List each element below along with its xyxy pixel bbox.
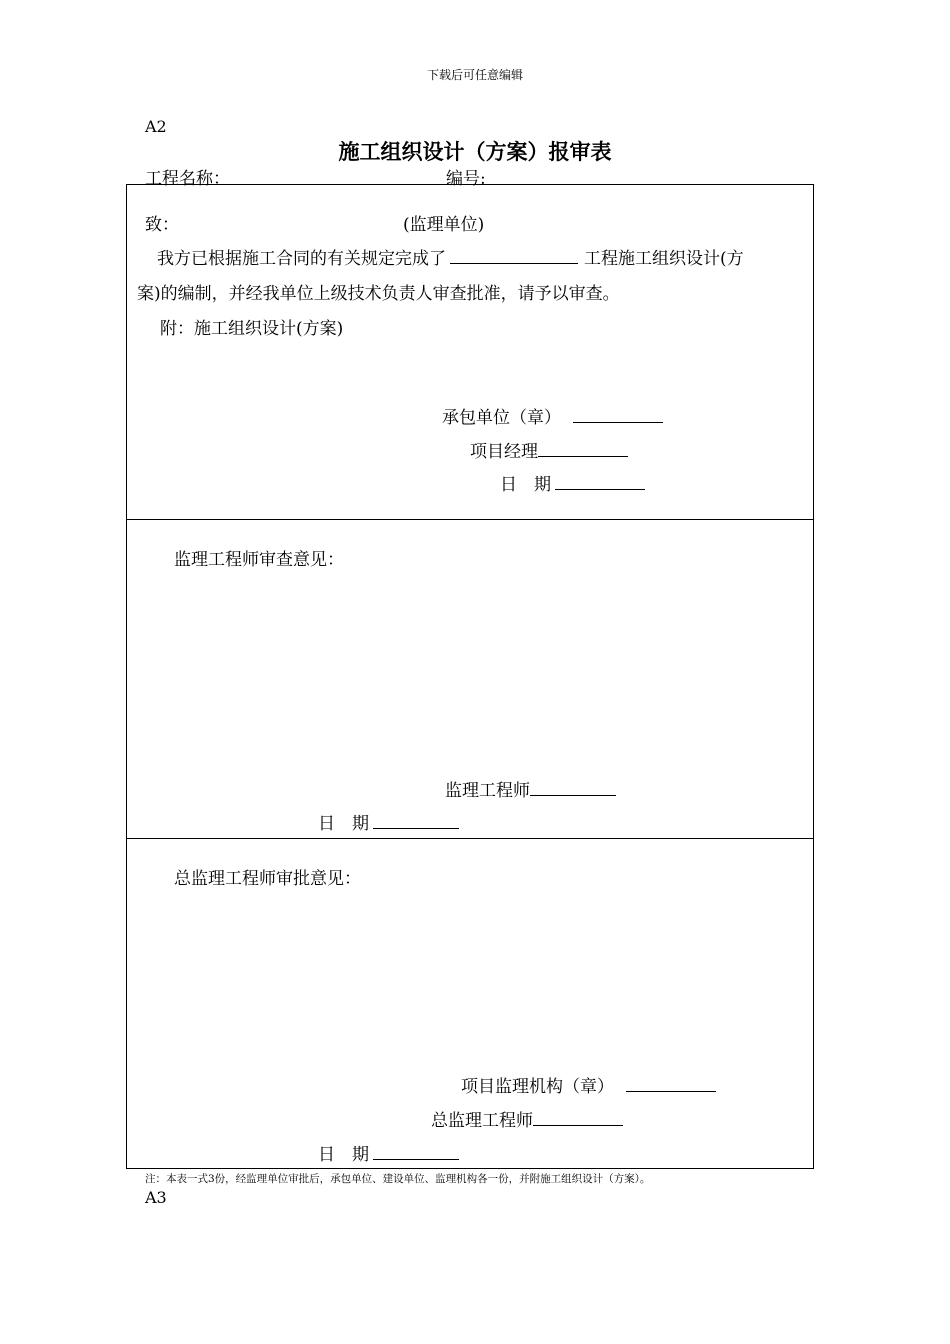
- chief-blank: [533, 1107, 623, 1126]
- supervisor-unit-label: (监理单位): [403, 215, 485, 235]
- body-line-1-b: 工程施工组织设计(方: [584, 249, 744, 269]
- date-line-3: [318, 1140, 459, 1165]
- contractor-label: 承包单位（章）: [442, 408, 561, 428]
- org-signature-line: [461, 1072, 716, 1097]
- date-blank-2: [373, 810, 459, 829]
- section-divider-1: [126, 519, 814, 520]
- date-line-1: [500, 470, 645, 495]
- body-line-1-a: 我方已根据施工合同的有关规定完成了: [157, 249, 446, 269]
- attachment-line: 附：施工组织设计(方案): [160, 319, 344, 339]
- contractor-signature-line: [442, 403, 663, 428]
- to-label: 致：: [145, 215, 179, 235]
- body-line-2: 案)的编制，并经我单位上级技术负责人审查批准，请予以审查。: [137, 284, 620, 304]
- project-blank: [450, 245, 578, 264]
- date-label-3: 日 期: [318, 1145, 369, 1165]
- org-blank: [626, 1073, 716, 1092]
- form-title: 施工组织设计（方案）报审表: [338, 139, 612, 164]
- body-line-1: [157, 244, 744, 269]
- date-blank-3: [373, 1141, 459, 1160]
- manager-blank: [538, 438, 628, 457]
- chief-signature-line: [431, 1106, 623, 1131]
- section-divider-2: [126, 838, 814, 839]
- engineer-signature-line: [445, 776, 616, 801]
- manager-signature-line: [470, 437, 628, 462]
- engineer-label: 监理工程师: [445, 781, 530, 801]
- form-code-top: A2: [145, 117, 167, 136]
- date-line-2: [318, 809, 459, 834]
- number-label: 编号:: [446, 169, 486, 189]
- header-note: 下载后可任意编辑: [426, 68, 523, 82]
- date-blank-1: [555, 471, 645, 490]
- date-label-2: 日 期: [318, 814, 369, 834]
- contractor-blank: [573, 404, 663, 423]
- footnote: 注：本表一式3份，经监理单位审批后，承包单位、建设单位、监理机构各一份，并附施工组织设计（方案）。: [145, 1173, 651, 1185]
- chief-opinion-label: 总监理工程师审批意见：: [174, 869, 361, 889]
- engineer-blank: [530, 777, 616, 796]
- project-name-label: 工程名称：: [145, 169, 230, 189]
- manager-label: 项目经理: [470, 442, 538, 462]
- form-code-bottom: A3: [145, 1188, 167, 1207]
- date-label-1: 日 期: [500, 475, 551, 495]
- engineer-opinion-label: 监理工程师审查意见：: [174, 550, 344, 570]
- chief-label: 总监理工程师: [431, 1111, 533, 1131]
- org-label: 项目监理机构（章）: [461, 1077, 614, 1097]
